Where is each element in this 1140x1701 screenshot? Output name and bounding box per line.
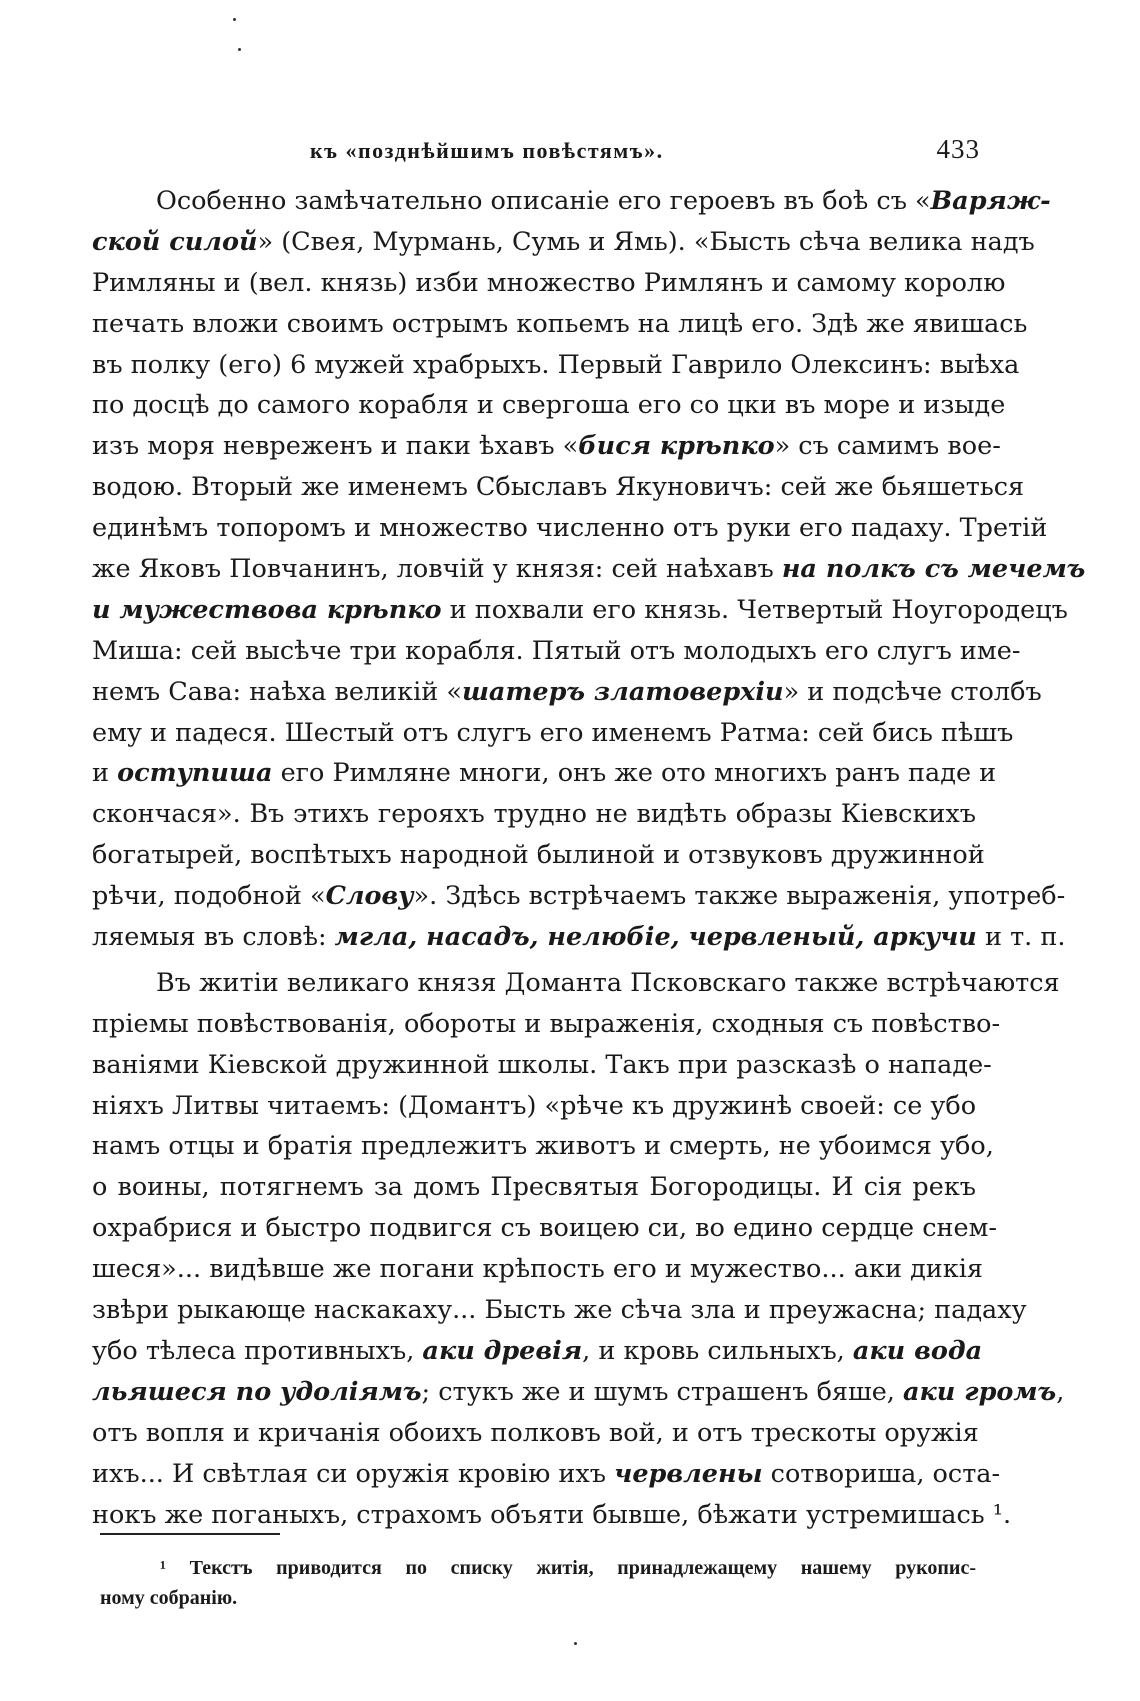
body-text <box>92 181 1086 1535</box>
text-run: убо тѣлеса противныхъ, <box>92 1335 423 1366</box>
text-run: шеся»... видѣвше же погани крѣпость его и мужество... аки дикія <box>92 1254 983 1285</box>
italic-run: бися крѣпко <box>578 431 775 462</box>
text-run: единѣмъ топоромъ и множество численно отъ руки его падаху. Третій <box>92 513 1048 544</box>
text-line <box>92 631 1021 672</box>
text-run: и т. п. <box>976 922 1066 953</box>
page-number: 433 <box>936 134 980 164</box>
text-line <box>92 794 976 835</box>
text-run: » и подсѣче столбъ <box>783 676 1042 707</box>
paper-speck <box>238 48 241 51</box>
text-line <box>92 1454 1001 1495</box>
italic-run: шатеръ златоверхіи <box>461 676 784 707</box>
text-run: рѣчи, подобной « <box>92 881 326 912</box>
text-line <box>92 1208 998 1249</box>
running-title: къ «позднѣйшимъ повѣстямъ». <box>310 138 664 163</box>
text-run: водою. Вторый же именемъ Сбыславъ Якуновичъ: сей же бьяшеться <box>92 472 1025 503</box>
text-line <box>92 1249 983 1290</box>
text-run: печать вложи своимъ острымъ копьемъ на лицѣ его. Здѣ же явишась <box>92 308 1028 339</box>
text-run: его Римляне многи, онъ же ото многихъ ранъ паде и <box>272 758 997 789</box>
text-line <box>92 753 997 794</box>
italic-run: Слову <box>325 881 414 912</box>
text-line <box>92 1004 1001 1045</box>
text-run: и <box>92 758 118 789</box>
italic-run: житія <box>536 1557 589 1579</box>
text-line <box>92 1331 983 1372</box>
italic-run: оступиша <box>117 758 273 789</box>
text-line <box>92 181 1051 222</box>
italic-run: аки древія <box>422 1335 583 1366</box>
text-run: ляемыя въ словѣ: <box>92 922 335 953</box>
text-line <box>92 876 1066 917</box>
footnote <box>100 1553 976 1613</box>
text-run: , и кровь сильныхъ, <box>582 1335 853 1366</box>
text-line <box>92 1290 1027 1331</box>
text-run: немъ Сава: наѣха великій « <box>92 676 462 707</box>
italic-run: червлены <box>614 1458 763 1489</box>
text-line <box>92 426 1001 467</box>
text-run: по досцѣ до самого корабля и свергоша его со цки въ море и изыде <box>92 390 1006 421</box>
text-line <box>92 508 1048 549</box>
text-run: отъ вопля и кричанія обоихъ полковъ вой, и отъ трескоты оружія <box>92 1417 979 1448</box>
footnote-rule <box>100 1533 280 1535</box>
text-line <box>92 549 1086 590</box>
text-run: охрабрися и быстро подвигся съ воицею си, во едино сердце снем- <box>92 1213 998 1244</box>
italic-run: аки вода <box>852 1335 983 1366</box>
text-run: изъ моря невреженъ и паки ѣхавъ « <box>92 431 579 462</box>
text-line <box>92 304 1028 345</box>
paragraph <box>92 963 1065 1535</box>
text-run: въ полку (его) 6 мужей храбрыхъ. Первый Гаврило Олексинъ: выѣха <box>92 349 1020 380</box>
text-run: ; стукъ же и шумъ страшенъ бяше, <box>421 1376 904 1407</box>
text-line <box>92 385 1006 426</box>
text-line <box>92 917 1066 958</box>
italic-run: ской силой <box>92 226 258 257</box>
text-line <box>92 222 1035 263</box>
italic-run: аки громъ <box>903 1376 1057 1407</box>
text-run: богатырей, воспѣтыхъ народной былиной и отзвуковъ дружинной <box>92 840 985 871</box>
italic-run: и мужествова крѣпко <box>92 594 442 625</box>
text-run: » (Свея, Мурмань, Сумь и Ямь). «Бысть сѣча велика надъ <box>257 226 1035 257</box>
text-line <box>92 672 1042 713</box>
italic-run: Варяж- <box>930 186 1051 216</box>
text-run: ному собранію. <box>100 1587 238 1609</box>
text-run: ¹ Текстъ приводится по списку <box>160 1557 537 1579</box>
italic-run: льяшеся по удоліямъ <box>92 1376 422 1407</box>
text-line <box>92 1413 979 1454</box>
running-head <box>160 134 980 168</box>
paper-speck <box>233 18 236 21</box>
text-line <box>92 590 1068 631</box>
text-run: Римляны и (вел. князь) изби множество Римлянъ и самому королю <box>92 267 1006 298</box>
text-run: ему и падеся. Шестый отъ слугъ его именемъ Ратма: сей бись пѣшъ <box>92 717 1014 748</box>
italic-run: на полкъ съ мечемъ <box>781 554 1086 585</box>
text-line <box>92 467 1025 508</box>
text-run: же Яковъ Повчанинъ, ловчій у князя: сей наѣхавъ <box>92 554 782 585</box>
text-line <box>92 1126 994 1167</box>
text-run: звѣри рыкающе наскакаху... Бысть же сѣча зла и преужасна; падаху <box>92 1295 1027 1326</box>
text-run: Особенно замѣчательно описаніе его героевъ въ боѣ съ « <box>156 186 931 216</box>
text-line <box>92 1086 976 1127</box>
footnote-line <box>100 1583 976 1613</box>
paper-speck <box>574 1642 577 1645</box>
text-line <box>92 713 1014 754</box>
text-run: пріемы повѣствованія, обороты и выраженія, сходныя съ повѣство- <box>92 1008 1001 1039</box>
text-run: » съ самимъ вое- <box>774 431 1001 462</box>
text-line <box>92 345 1020 386</box>
text-run: , принадлежащему нашему рукопис- <box>588 1557 976 1579</box>
italic-run: мгла, насадъ, нелюбіе, червленый, аркучи <box>334 922 977 953</box>
text-run: ». Здѣсь встрѣчаемъ также выраженія, употреб- <box>413 881 1066 912</box>
text-run: Миша: сей высѣче три корабля. Пятый отъ молодыхъ его слугъ име- <box>92 635 1021 666</box>
text-run: и похвали его князь. Четвертый Ноугородецъ <box>441 594 1068 625</box>
text-run: Въ житіи великаго князя Доманта Псковскаго также встрѣчаются <box>156 967 1060 998</box>
text-line <box>92 1372 1065 1413</box>
text-run: о воины, потягнемъ за домъ Пресвятыя Богородицы. И сія рекъ <box>92 1172 976 1203</box>
text-run: ихъ... И свѣтлая си оружія кровію ихъ <box>92 1458 615 1489</box>
text-run: намъ отцы и братія предлежитъ животъ и смерть, не убоимся убо, <box>92 1131 994 1162</box>
text-line <box>92 1045 992 1086</box>
paragraph <box>92 181 1086 958</box>
text-run: , <box>1056 1376 1065 1407</box>
text-line <box>92 1495 1012 1536</box>
text-line <box>92 1167 976 1208</box>
text-line <box>92 835 985 876</box>
text-run: сотвориша, оста- <box>762 1458 1001 1489</box>
text-run: ваніями Кіевской дружинной школы. Такъ при разсказѣ о нападе- <box>92 1049 992 1080</box>
text-run: нокъ же поганыхъ, страхомъ объяти бывше, бѣжати устремишась ¹. <box>92 1499 1012 1530</box>
text-line <box>92 263 1006 304</box>
text-run: ніяхъ Литвы читаемъ: (Домантъ) «рѣче къ дружинѣ своей: се убо <box>92 1090 977 1121</box>
text-line <box>92 963 1060 1004</box>
footnote-line <box>100 1553 976 1583</box>
text-run: скончася». Въ этихъ герояхъ трудно не видѣть образы Кіевскихъ <box>92 799 976 830</box>
